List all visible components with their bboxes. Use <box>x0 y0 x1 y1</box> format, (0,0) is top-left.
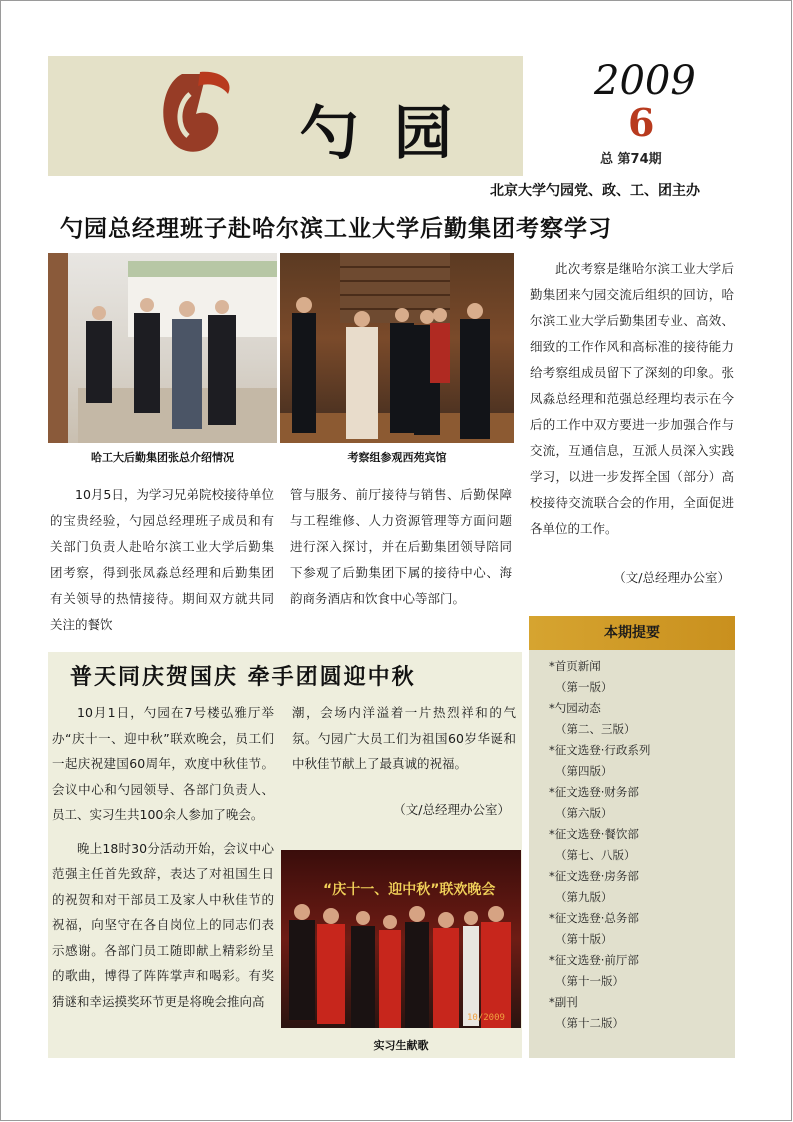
toc-item-name: *征文选登·餐饮部 <box>549 827 639 841</box>
article1-photo-2 <box>280 253 514 443</box>
toc-item[interactable] <box>549 824 729 866</box>
toc-item[interactable] <box>549 992 729 1034</box>
issue-year: 2009 <box>594 58 696 104</box>
toc-item-name: *征文选登·前厅部 <box>549 953 639 967</box>
photo-date-stamp: 10/2009 <box>467 1013 505 1023</box>
article2-photo <box>281 850 521 1028</box>
toc-item-pages: （第十版） <box>555 932 613 946</box>
toc-item-name: *征文选登·房务部 <box>549 869 639 883</box>
article2-paragraph-1: 10月1日，勺园在7号楼弘雅厅举办“庆十一、迎中秋”联欢晚会，员工们一起庆祝建国60周年，欢度中秋佳节。会议中心和勺园领导、各部门负责人、员工、实习生共100余人参加了晚会。 <box>52 705 274 822</box>
newspaper-title: 勺园 <box>300 99 489 167</box>
toc-item-pages: （第九版） <box>555 890 613 904</box>
toc-item-name: *征文选登·财务部 <box>549 785 639 799</box>
article1-headline: 勺园总经理班子赴哈尔滨工业大学后勤集团考察学习 <box>60 215 612 242</box>
table-of-contents <box>549 656 729 1034</box>
shaoyuan-logo-icon <box>152 64 236 164</box>
toc-item-pages: （第十二版） <box>555 1016 624 1030</box>
article2-headline: 普天同庆贺国庆 牵手团圆迎中秋 <box>70 664 416 690</box>
toc-item-pages: （第二、三版） <box>555 722 636 736</box>
article1-photo-2-caption: 考察组参观西苑宾馆 <box>347 451 447 464</box>
toc-item-pages: （第一版） <box>555 680 613 694</box>
toc-item[interactable] <box>549 740 729 782</box>
article2-byline: （文/总经理办公室） <box>393 802 510 817</box>
article1-column-a: 10月5日，为学习兄弟院校接待单位的宝贵经验，勺园总经理班子成员和有关部门负责人赴哈尔滨工业大学后勤集团考察，得到张凤淼总经理和后勤集团有关领导的热情接待。期间双方就共同关注的餐饮 <box>50 487 274 632</box>
toc-item[interactable] <box>549 950 729 992</box>
toc-item[interactable] <box>549 908 729 950</box>
article1-photo-1 <box>48 253 277 443</box>
toc-item-pages: （第七、八版） <box>555 848 636 862</box>
article2-right-column: 潮，会场内洋溢着一片热烈祥和的气氛。勺园广大员工们为祖国60岁华诞和中秋佳节献上了最真诚的祝福。 <box>292 705 516 771</box>
article2-paragraph-2: 晚上18时30分活动开始，会议中心范强主任首先致辞，表达了对祖国生日的祝贺和对干部员工及家人中秋佳节的祝福，向坚守在各自岗位上的同志们表示感谢。各部门员工随即献上精彩纷呈的歌曲，博得了阵阵掌声和喝彩。有奖猜谜和幸运摸奖环节更是将晚会推向高 <box>52 840 274 1009</box>
publisher-line: 北京大学勺园党、政、工、团主办 <box>490 183 700 199</box>
toc-item-name: *首页新闻 <box>549 659 601 673</box>
toc-item-pages: （第四版） <box>555 764 613 778</box>
toc-item-pages: （第六版） <box>555 806 613 820</box>
article2-left-column <box>52 700 274 1014</box>
toc-item[interactable] <box>549 782 729 824</box>
toc-item-name: *副刊 <box>549 995 578 1009</box>
toc-item[interactable] <box>549 698 729 740</box>
article1-photo-1-caption: 哈工大后勤集团张总介绍情况 <box>91 451 234 464</box>
article1-column-b: 管与服务、前厅接待与销售、后勤保障与工程维修、人力资源管理等方面问题进行深入探讨，并在后勤集团领导陪同下参观了后勤集团下属的接待中心、海韵商务酒店和饮食中心等部门。 <box>290 487 512 606</box>
toc-item-name: *勺园动态 <box>549 701 601 715</box>
toc-item-name: *征文选登·行政系列 <box>549 743 651 757</box>
issue-number: 总 第74期 <box>600 152 662 167</box>
article1-byline: （文/总经理办公室） <box>613 570 730 585</box>
photo-banner-text: “庆十一、迎中秋”联欢晚会 <box>323 882 496 898</box>
article2-photo-caption: 实习生献歌 <box>373 1039 429 1052</box>
toc-item[interactable] <box>549 656 729 698</box>
sidebar-title: 本期提要 <box>529 616 735 650</box>
toc-item[interactable] <box>549 866 729 908</box>
article1-column-c: 此次考察是继哈尔滨工业大学后勤集团来勺园交流后组织的回访，哈尔滨工业大学后勤集团专业、高效、细致的工作作风和高标准的接待能力给考察组成员留下了深刻的印象。张凤淼总经理和范强总经理均表示在今后的工作中双方要进一步加强合作与交流，互通信息，互派人员深入实践学习，以进一步发挥全国（部分）高校接待交流联合会的作用，全面促进各单位的工作。 <box>530 261 734 536</box>
issue-month: 6 <box>628 100 655 145</box>
toc-item-name: *征文选登·总务部 <box>549 911 639 925</box>
toc-item-pages: （第十一版） <box>555 974 624 988</box>
